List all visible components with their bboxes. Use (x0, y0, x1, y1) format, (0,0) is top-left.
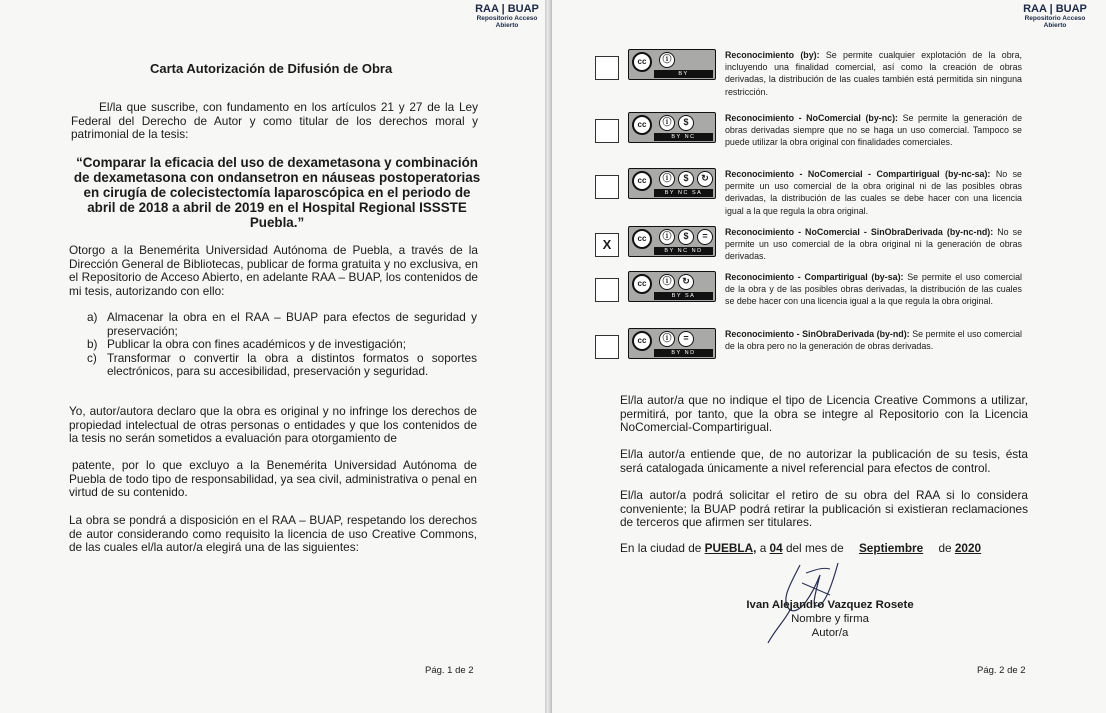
declaration-continued: patente, por lo que excluyo a la Benemérita Universidad Autónoma de Puebla de todo tipo de responsabilidad, ya sea civil, administrativa o penal en virtud de su contenido. (69, 458, 477, 500)
license-term-icon: ⓘ (659, 274, 675, 290)
license-icons (659, 331, 694, 347)
license-code: BY SA (654, 292, 713, 300)
license-code: BY NC (654, 133, 713, 141)
signer-role: Autor/a (811, 627, 849, 639)
logo-line3: Abierto (495, 21, 519, 29)
license-checkbox[interactable] (595, 56, 619, 80)
list-letter: a) (87, 310, 98, 324)
license-text: No se permite un uso comercial de la obra original ni de las posibles obras derivadas, la distribución de las cuales se debe hacer con una licencia igual a la que regula la obra original. (725, 169, 1022, 216)
logo-line2: Repositorio Acceso (1024, 15, 1086, 22)
license-title: Reconocimiento - Compartirigual (by-sa): (725, 272, 904, 282)
license-text: Se permite el uso comercial de la obra y de las posibles obras derivadas, la distribución de las cuales se debe hacer con una licencia igual a la que regula la obra original. (725, 272, 1022, 307)
declaration-paragraph: Yo, autor/autora declaro que la obra es original y no infringe los derechos de propiedad intelectual de otras personas o entidades y que los contenidos de la tesis no serán sometidos a evaluación para otorgamiento de (69, 404, 477, 446)
cc-logo-icon: cc (632, 171, 652, 191)
signer-label: Nombre y firma (791, 613, 869, 625)
cc-logo-icon: cc (632, 115, 652, 135)
license-code: BY ND (654, 349, 713, 357)
place-a: a (759, 541, 767, 555)
license-term-icon: ↻ (697, 171, 713, 187)
license-option[interactable] (595, 328, 1025, 383)
page-gutter (545, 0, 552, 713)
month-label: del mes de (785, 541, 844, 555)
city-value: PUEBLA, (704, 541, 757, 555)
signature-block (740, 598, 920, 640)
license-code: BY NC ND (654, 247, 713, 255)
cc-logo-icon: cc (632, 331, 652, 351)
list-text: Transformar o convertir la obra a distintos formatos o soportes electrónicos, para su accesibilidad, preservación y seguridad. (107, 350, 477, 379)
license-description (725, 168, 1022, 217)
license-title: Reconocimiento - NoComercial - Compartirigual (by-nc-sa): (725, 169, 991, 179)
place-prefix: En la ciudad de (620, 541, 702, 555)
cc-license-badge (628, 49, 716, 80)
cc-logo-icon: cc (632, 52, 652, 72)
logo-name: RAA | BUAP (475, 3, 539, 15)
license-description (725, 49, 1022, 98)
license-description (725, 271, 1022, 308)
day-value: 04 (769, 541, 783, 555)
cc-license-badge (628, 112, 716, 143)
license-option[interactable] (595, 112, 1025, 167)
list-text: Publicar la obra con fines académicos y de investigación; (107, 337, 407, 352)
page-one (0, 0, 545, 713)
intro-paragraph: El/la que suscribe, con fundamento en los artículos 21 y 27 de la Ley Federal del Derecho de Autor y como titular de los derechos moral y patrimonial de la tesis: (71, 100, 478, 142)
license-term-icon: $ (678, 115, 694, 131)
list-item (87, 352, 477, 379)
page-number: Pág. 1 de 2 (425, 665, 474, 676)
license-checkbox[interactable]: X (595, 233, 619, 257)
place-date-line (620, 542, 1040, 556)
availability-paragraph: La obra se pondrá a disposición en el RAA – BUAP, respetando los derechos de autor considerando como requisito la licencia de uso Creative Commons, de las cuales el/la autor/a elegirá una de las siguientes: (69, 513, 477, 555)
license-icons (659, 274, 694, 290)
license-checkbox[interactable] (595, 335, 619, 359)
cc-license-badge (628, 328, 716, 359)
license-term-icon: ⓘ (659, 52, 675, 68)
license-option[interactable] (595, 271, 1025, 326)
license-description (725, 328, 1022, 352)
license-term-icon: ⓘ (659, 229, 675, 245)
license-title: Reconocimiento - SinObraDerivada (by-nd): (725, 329, 910, 339)
license-option[interactable] (595, 49, 1025, 104)
default-license-note: El/la autor/a que no indique el tipo de Licencia Creative Commons a utilizar, permitirá, por tanto, que la obra se integre al Repositorio con la Licencia NoComercial-Compartirigual. (620, 393, 1028, 435)
license-title: Reconocimiento - NoComercial (by-nc): (725, 113, 898, 123)
license-code: BY (654, 70, 713, 78)
year-value: 2020 (954, 541, 982, 555)
license-description (725, 112, 1022, 149)
license-title: Reconocimiento - NoComercial - SinObraDerivada (by-nc-nd): (725, 227, 994, 237)
cc-logo-icon: cc (632, 274, 652, 294)
authorization-list (87, 311, 477, 379)
thesis-title: “Comparar la eficacia del uso de dexametasona y combinación de dexametasona con ondansetron en náuseas postoperatorias en cirugía de colecistectomía laparoscópica en el periodo de abril de 2018 a abril de 2019 en el Hospital Regional ISSSTE Puebla.” (73, 155, 481, 230)
license-term-icon: = (678, 331, 694, 347)
license-checkbox[interactable] (595, 175, 619, 199)
license-description (725, 226, 1022, 263)
list-letter: b) (87, 337, 98, 352)
license-icons (659, 52, 675, 68)
logo-name: RAA | BUAP (1023, 3, 1087, 15)
license-icons (659, 229, 713, 245)
license-text: Se permite cualquier explotación de la obra, incluyendo una finalidad comercial, así como la creación de obras derivadas, la distribución de las cuales también está permitida sin ninguna restricción. (725, 50, 1022, 97)
license-term-icon: ⓘ (659, 171, 675, 187)
license-term-icon: ⓘ (659, 115, 675, 131)
license-title: Reconocimiento (by): (725, 50, 820, 60)
cc-license-badge (628, 168, 716, 199)
cc-license-badge (628, 226, 716, 257)
license-text: No se permite un uso comercial de la obra original ni la generación de obras derivadas. (725, 227, 1023, 262)
logo-line3: Abierto (1043, 21, 1067, 29)
list-item (87, 311, 477, 338)
list-item (87, 338, 477, 352)
raa-buap-logo (1021, 4, 1089, 29)
license-checkbox[interactable] (595, 278, 619, 302)
withdraw-note: El/la autor/a podrá solicitar el retiro de su obra del RAA si lo considera conveniente; la BUAP podrá retirar la publicación si existieran reclamaciones de terceros que afirmen ser titulares. (620, 488, 1028, 530)
cc-logo-icon: cc (632, 229, 652, 249)
cc-license-badge (628, 271, 716, 302)
list-letter: c) (87, 350, 97, 365)
refusal-note: El/la autor/a entiende que, de no autorizar la publicación de su tesis, ésta será catalogada únicamente a nivel referencial para efectos de control. (620, 447, 1028, 475)
raa-buap-logo (473, 4, 541, 29)
page-title: Carta Autorización de Difusión de Obra (150, 61, 393, 76)
license-term-icon: ⓘ (659, 331, 675, 347)
page-two (552, 0, 1106, 713)
license-term-icon: $ (678, 229, 694, 245)
license-text: Se permite la generación de obras derivadas siempre que no se haga un uso comercial. Tampoco se puede utilizar la obra original con finalidades comerciales. (725, 113, 1022, 148)
signer-name: Ivan Alejandro Vazquez Rosete (746, 599, 914, 611)
license-icons (659, 171, 713, 187)
year-label: de (938, 541, 952, 555)
grant-paragraph: Otorgo a la Benemérita Universidad Autónoma de Puebla, a través de la Dirección General de Bibliotecas, publicar de forma gratuita y no exclusiva, en el Repositorio de Acceso Abierto, en adelante RAA – BUAP, los contenidos de mi tesis, autorizando con ello: (69, 243, 478, 298)
license-text: Se permite el uso comercial de la obra pero no la generación de obras derivadas. (725, 329, 1022, 352)
license-checkbox[interactable] (595, 119, 619, 143)
list-text: Almacenar la obra en el RAA – BUAP para efectos de seguridad y preservación; (107, 310, 477, 338)
license-icons (659, 115, 694, 131)
license-term-icon: $ (678, 171, 694, 187)
page-number: Pág. 2 de 2 (977, 665, 1026, 676)
license-term-icon: ↻ (678, 274, 694, 290)
license-option[interactable] (595, 168, 1025, 223)
license-code: BY NC SA (654, 189, 713, 197)
license-term-icon: = (697, 229, 713, 245)
logo-line2: Repositorio Acceso (476, 15, 538, 22)
month-value: Septiembre (858, 541, 924, 555)
